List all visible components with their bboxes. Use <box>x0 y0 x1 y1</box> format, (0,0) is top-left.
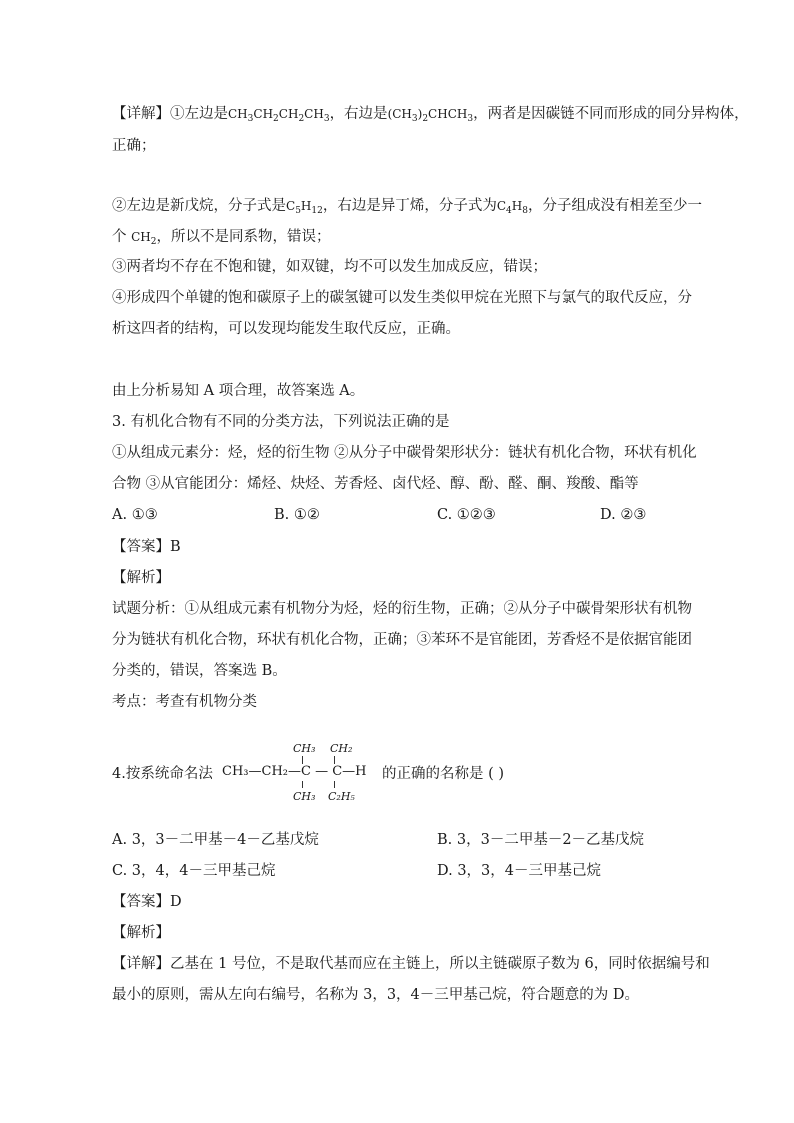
formula-top-substituent-1: CH₃ <box>293 742 316 755</box>
formula-top-substituent-2: CH₂ <box>330 742 353 755</box>
formula-bottom-substituent-2: C₂H₅ <box>328 790 355 803</box>
formula-bottom-substituent-1: CH₃ <box>293 790 316 803</box>
q4-stem-with-formula <box>112 740 692 810</box>
q3-stem-line3: 合物 ③从官能团分：烯烃、炔烃、芳香烃、卤代烃、醇、酚、醛、酮、羧酸、酯等 <box>112 476 639 492</box>
q4-detail-line1: 【详解】乙基在 1 号位，不是取代基而应在主链上，所以主链碳原子数为 6，同时依据编号和 <box>112 956 710 972</box>
q2-detail-line7: 析这四者的结构，可以发现均能发生取代反应，正确。 <box>112 321 460 337</box>
q3-analysis-line2: 分为链状有机化合物，环状有机化合物，正确；③苯环不是官能团，芳香烃不是依据官能团 <box>112 632 692 648</box>
q3-option-d: D. ②③ <box>600 507 647 523</box>
formula-bond-up-1 <box>302 756 303 764</box>
q3-option-b: B. ①② <box>274 507 320 523</box>
q4-answer: 【答案】D <box>112 894 182 910</box>
q4-option-a: A. 3，3－二甲基－4－乙基戊烷 <box>112 832 319 848</box>
q4-option-d: D. 3，3，4－三甲基己烷 <box>437 863 602 879</box>
q3-option-a: A. ①③ <box>112 507 158 523</box>
q2-summary: 由上分析易知 A 项合理，故答案选 A。 <box>112 383 365 399</box>
q2-detail-line3: ②左边是新戊烷，分子式是$C_5H_{12}$，右边是异丁烯，分子式为$C_4H_8$，分子组成没有相差至少一 <box>112 198 702 216</box>
q4-detail-line2: 最小的原则，需从左向右编号，名称为 3，3，4－三甲基己烷，符合题意的为 D。 <box>112 987 640 1003</box>
q3-option-c: C. ①②③ <box>437 507 496 523</box>
q3-stem-line2: ①从组成元素分：烃，烃的衍生物 ②从分子中碳骨架形状分：链状有机化合物，环状有机化 <box>112 445 697 461</box>
q3-analysis-line3: 分类的，错误，答案选 B。 <box>112 663 287 679</box>
formula-bond-down-1 <box>302 781 303 788</box>
q3-analysis-tag: 【解析】 <box>112 570 170 586</box>
q3-stem: 3. 有机化合物有不同的分类方法，下列说法正确的是 <box>112 414 450 430</box>
q2-detail-line2: 正确； <box>112 138 156 154</box>
q2-detail-line1: 【详解】①左边是$CH_3CH_2CH_2CH_3$，右边是$(CH_3)_2CHCH_3$，两者是因碳链不同而形成的同分异构体， <box>112 106 749 124</box>
q4-stem-prefix: 4.按系统命名法 <box>112 766 213 782</box>
q4-option-b: B. 3，3－二甲基－2－乙基戊烷 <box>437 832 645 848</box>
q3-kaodian: 考点：考查有机物分类 <box>112 694 257 710</box>
formula-bond-down-2 <box>334 781 335 788</box>
q2-detail-line5: ③两者均不存在不饱和键，如双键，均不可以发生加成反应，错误； <box>112 259 547 275</box>
q4-option-c: C. 3，4，4－三甲基己烷 <box>112 863 276 879</box>
q4-analysis-tag: 【解析】 <box>112 925 170 941</box>
formula-main-chain: CH₃—CH₂—C — C—H <box>222 764 367 779</box>
formula-bond-up-2 <box>334 756 335 764</box>
q3-analysis-line1: 试题分析：①从组成元素有机物分为烃，烃的衍生物，正确；②从分子中碳骨架形状有机物 <box>112 601 692 617</box>
q4-stem-suffix: 的正确的名称是 ( ) <box>382 766 505 782</box>
q2-detail-line6: ④形成四个单键的饱和碳原子上的碳氢键可以发生类似甲烷在光照下与氯气的取代反应，分 <box>112 290 692 306</box>
q2-detail-line4: 个 $CH_2$，所以不是同系物，错误； <box>112 229 331 247</box>
q3-answer: 【答案】B <box>112 539 181 555</box>
